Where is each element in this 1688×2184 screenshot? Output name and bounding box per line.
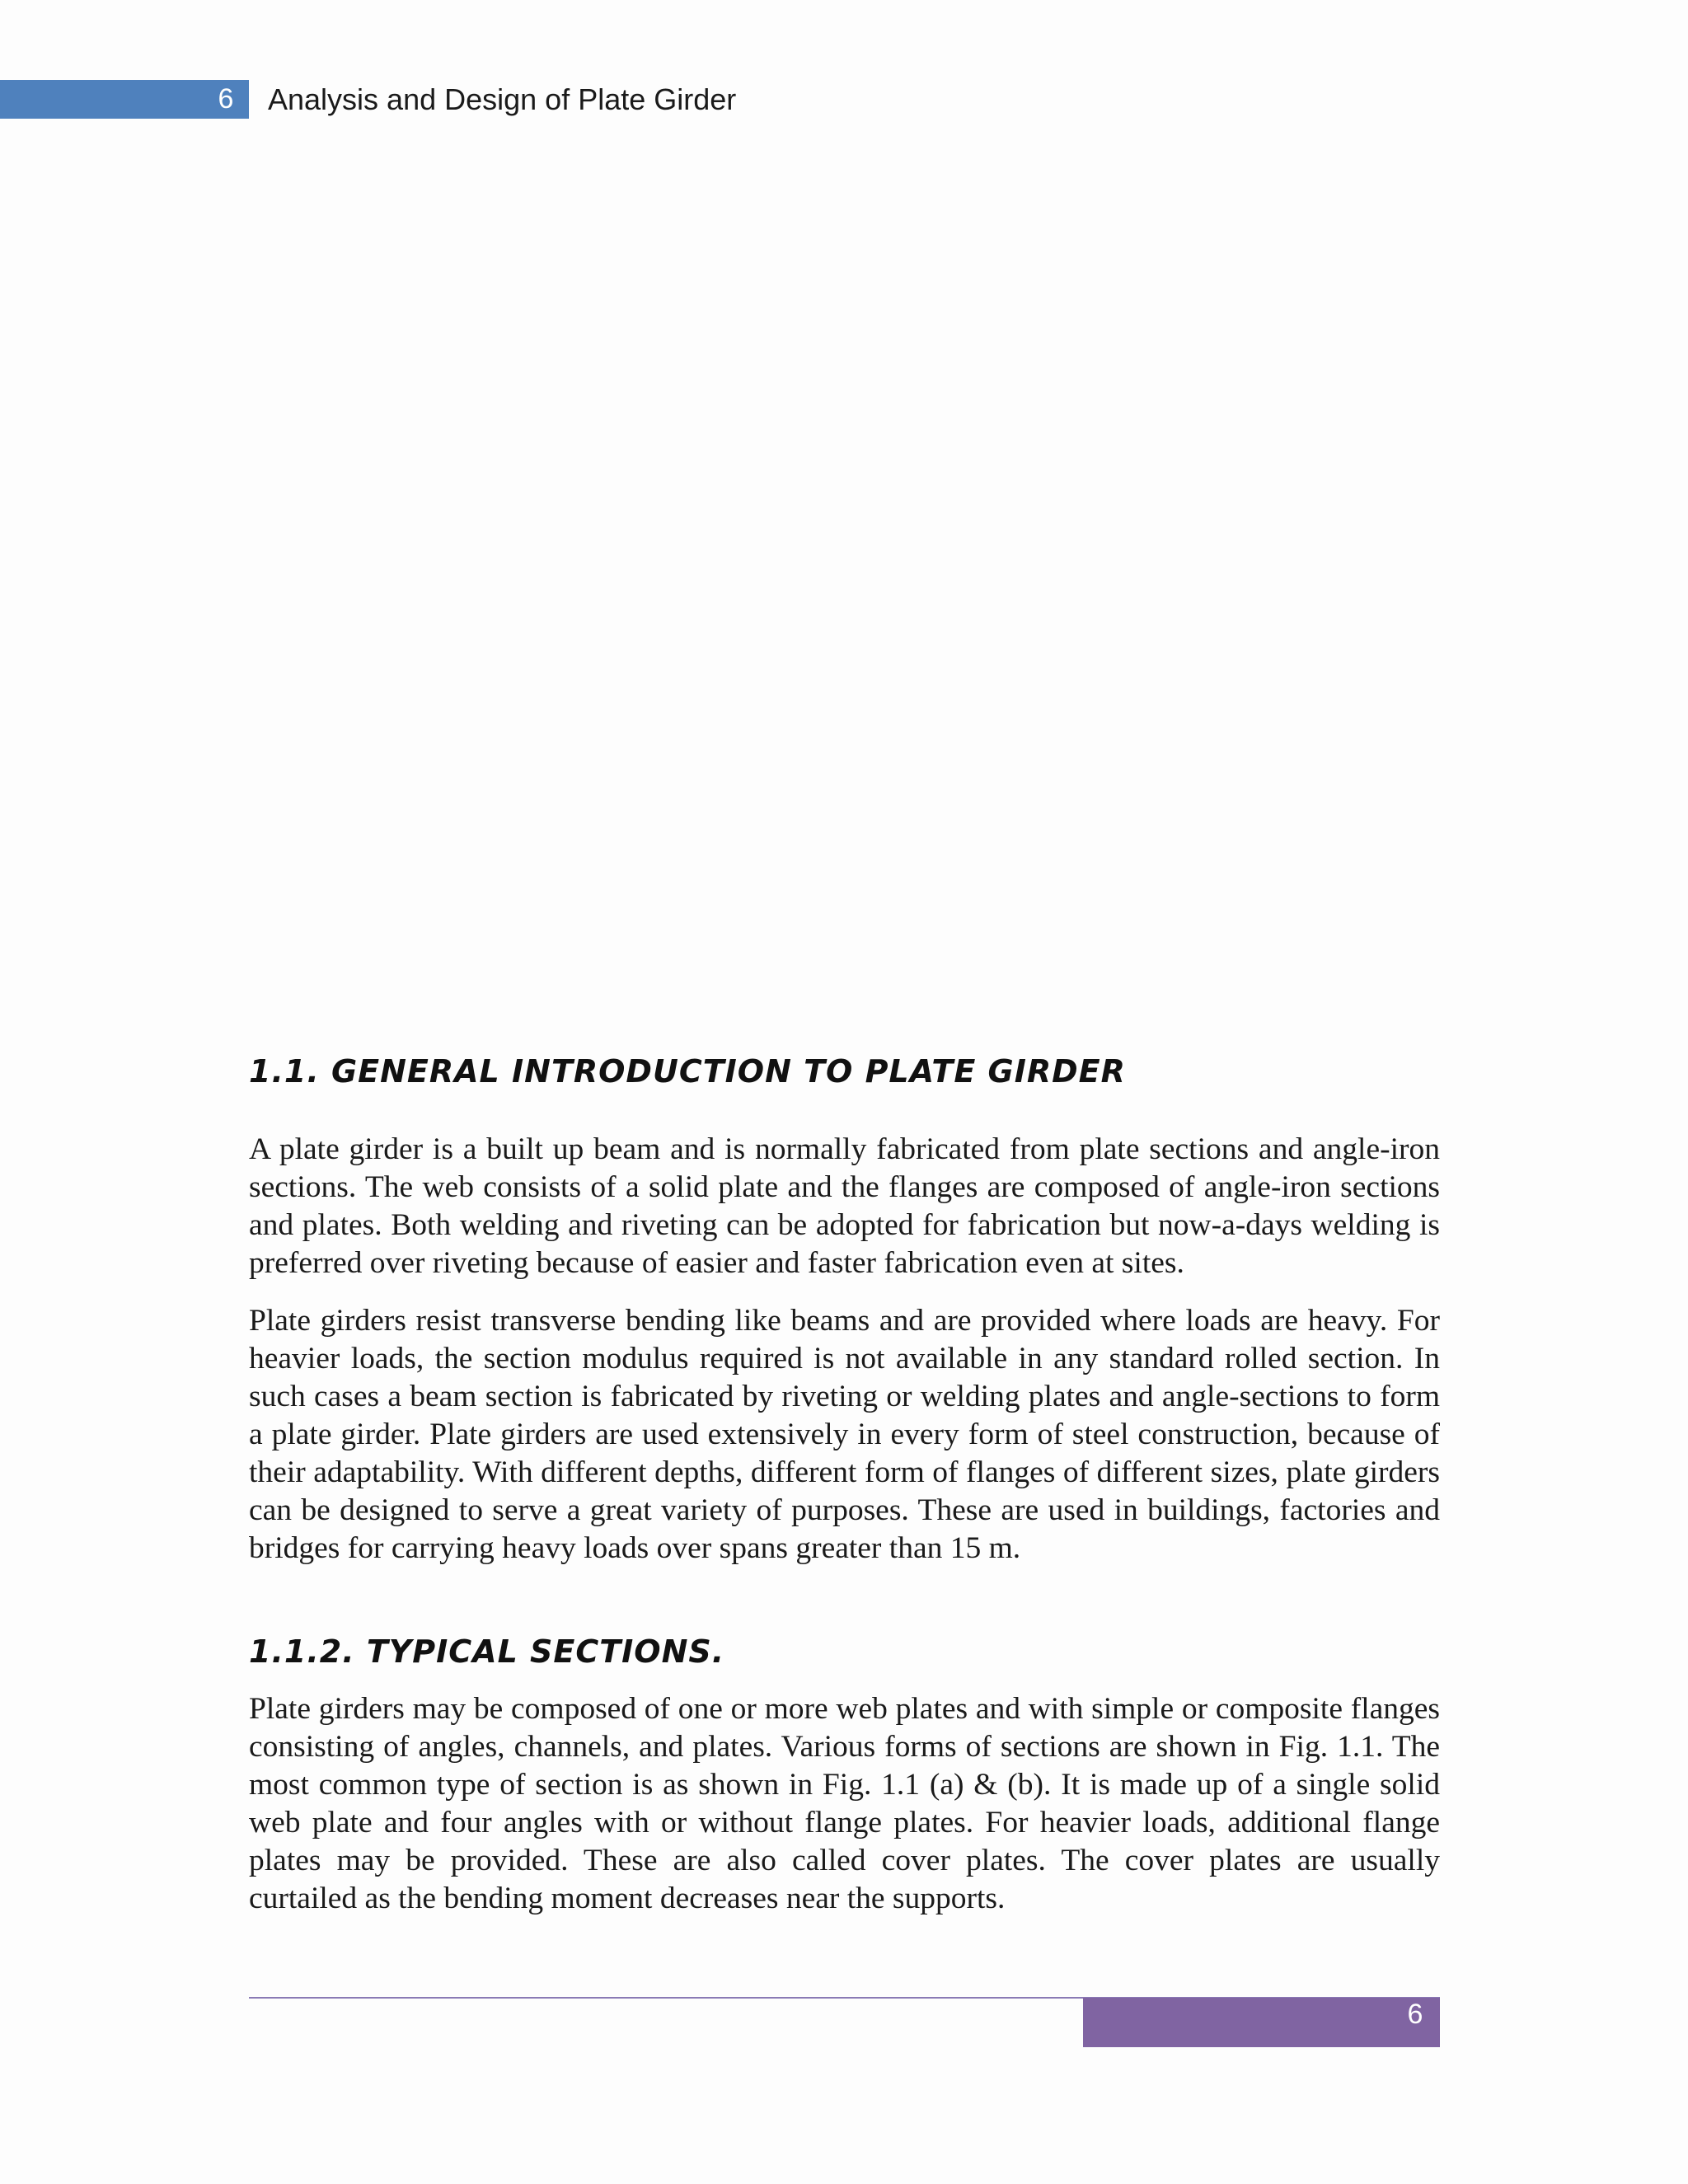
section-1-1 xyxy=(249,1053,1440,1090)
body-paragraph: A plate girder is a built up beam and is normally fabricated from plate sections and angle-iron sections. The web consists of a solid plate and the flanges are composed of angle-iron sections and plates. Both welding and riveting can be adopted for fabrication but now-a-days welding is preferred over riveting because of easier and faster fabrication even at sites. xyxy=(249,1132,1440,1280)
section-heading: 1.1. GENERAL INTRODUCTION TO PLATE GIRDER xyxy=(249,1053,1126,1090)
header-page-number: 6 xyxy=(218,83,234,115)
section-1-1-paragraph-1-block xyxy=(249,1131,1440,1282)
section-1-1-2 xyxy=(249,1633,1440,1670)
body-paragraph: Plate girders may be composed of one or more web plates and with simple or composite flanges consisting of angles, channels, and plates. Various forms of sections are shown in Fig. 1.1. The most common type of section is as shown in Fig. 1.1 (a) & (b). It is made up of a single solid web plate and four angles with or without flange plates. For heavier loads, additional flange plates may be provided. These are also called cover plates. The cover plates are usually curtailed as the bending moment decreases near the supports. xyxy=(249,1692,1440,1915)
footer-bar xyxy=(1083,1998,1440,2047)
section-1-1-paragraph-2-block xyxy=(249,1302,1440,1568)
section-1-1-2-paragraph-block xyxy=(249,1690,1440,1918)
body-paragraph: Plate girders resist transverse bending like beams and are provided where loads are heavy. For heavier loads, the section modulus required is not available in any standard rolled section. In such cases a beam section is fabricated by riveting or welding plates and angle-sections to form a plate girder. Plate girders are used extensively in every form of steel construction, because of their adaptability. With different depths, different form of flanges of different sizes, plate girders can be designed to serve a great variety of purposes. These are used in buildings, factories and bridges for carrying heavy loads over spans greater than 15 m. xyxy=(249,1304,1440,1565)
footer-page-number: 6 xyxy=(1407,1999,1423,2030)
running-title: Analysis and Design of Plate Girder xyxy=(268,82,737,116)
subsection-heading: 1.1.2. TYPICAL SECTIONS. xyxy=(249,1633,725,1670)
